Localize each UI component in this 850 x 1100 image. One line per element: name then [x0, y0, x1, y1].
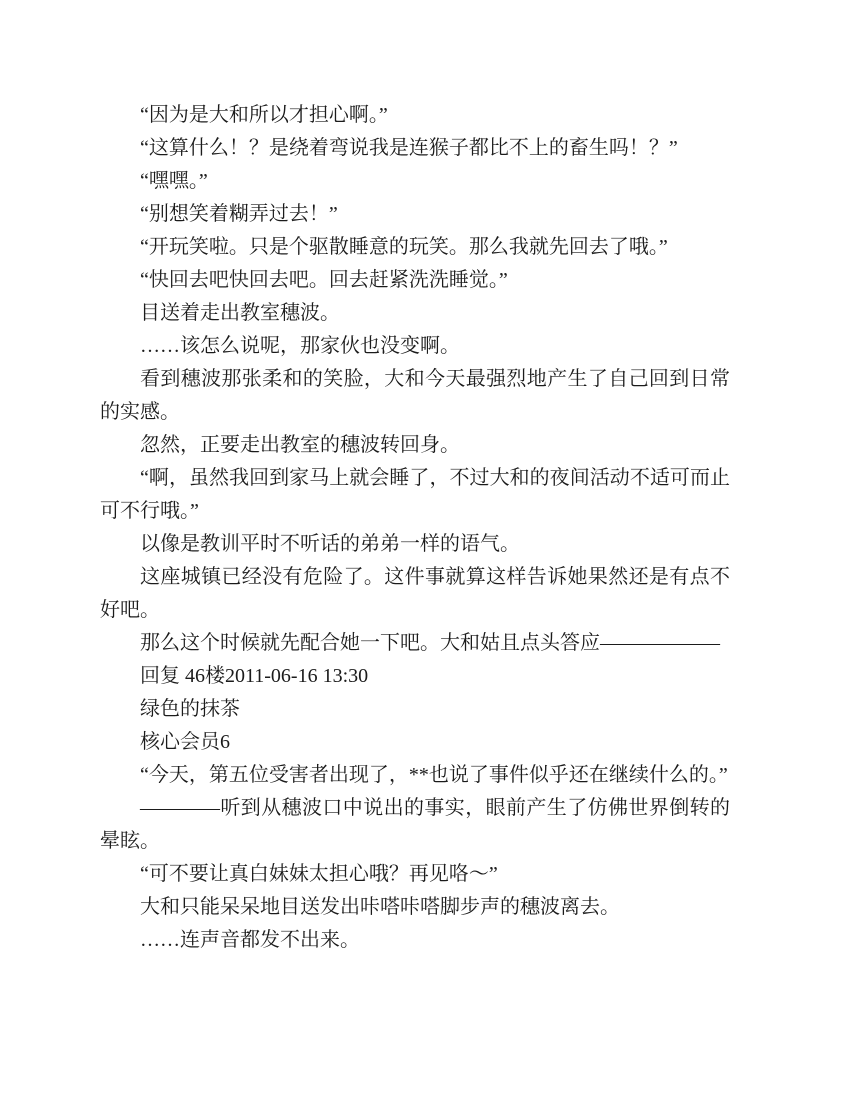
narration-paragraph: 那么这个时候就先配合她一下吧。大和姑且点头答应—————— [140, 632, 720, 654]
dialogue-paragraph: “嘿嘿。” [140, 170, 208, 192]
dialogue-paragraph: “别想笑着糊弄过去！” [140, 203, 338, 225]
narration-paragraph: ……该怎么说呢，那家伙也没变啊。 [140, 335, 460, 357]
username: 绿色的抹茶 [140, 698, 240, 720]
narration-paragraph: 目送着走出教室穗波。 [140, 302, 340, 324]
dialogue-paragraph: “这算什么！？是绕着弯说我是连猴子都比不上的畜生吗！？” [140, 137, 678, 159]
text-content [100, 99, 730, 957]
dialogue-paragraph: “因为是大和所以才担心啊。” [140, 104, 388, 126]
narration-paragraph: ……连声音都发不出来。 [140, 929, 360, 951]
dialogue-paragraph: “开玩笑啦。只是个驱散睡意的玩笑。那么我就先回去了哦。” [140, 236, 668, 258]
narration-paragraph: 以像是教训平时不听话的弟弟一样的语气。 [140, 533, 520, 555]
dialogue-paragraph: “今天，第五位受害者出现了，**也说了事件似乎还在继续什么的。” [140, 764, 728, 786]
user-level-badge: 核心会员6 [140, 731, 230, 753]
dialogue-paragraph: “可不要让真白妹妹太担心哦？再见咯～” [140, 863, 498, 885]
narration-paragraph: 看到穗波那张柔和的笑脸，大和今天最强烈地产生了自己回到日常的实感。 [100, 368, 730, 423]
reply-meta: 回复 46楼2011-06-16 13:30 [140, 665, 369, 687]
dialogue-paragraph: “快回去吧快回去吧。回去赶紧洗洗睡觉。” [140, 269, 508, 291]
dialogue-paragraph: “啊，虽然我回到家马上就会睡了，不过大和的夜间活动不适可而止可不行哦。” [100, 467, 730, 522]
narration-paragraph: ————听到从穗波口中说出的事实，眼前产生了仿佛世界倒转的晕眩。 [100, 797, 730, 852]
narration-paragraph: 忽然，正要走出教室的穗波转回身。 [140, 434, 460, 456]
narration-paragraph: 这座城镇已经没有危险了。这件事就算这样告诉她果然还是有点不好吧。 [100, 566, 730, 621]
narration-paragraph: 大和只能呆呆地目送发出咔嗒咔嗒脚步声的穗波离去。 [140, 896, 620, 918]
